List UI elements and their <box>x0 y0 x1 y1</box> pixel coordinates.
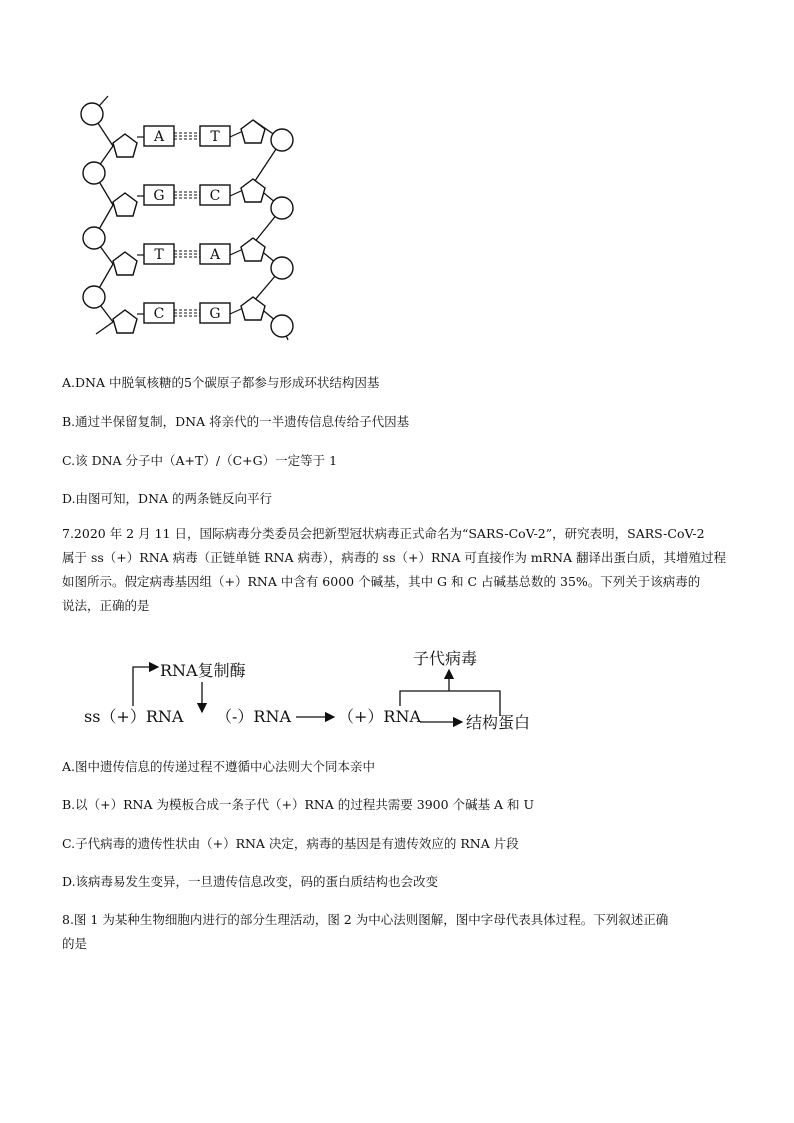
phosphate-circle <box>271 197 293 219</box>
base-label: G <box>153 188 165 204</box>
deoxyribose-pentagon <box>113 310 137 333</box>
q6-option-a: A.DNA 中脱氧核糖的5个碳原子都参与形成环状结构因基 <box>62 375 380 390</box>
deoxyribose-pentagon <box>241 120 265 143</box>
deoxyribose-pentagon <box>113 134 137 157</box>
dna-structure-figure <box>68 92 308 348</box>
base-label: A <box>153 129 165 145</box>
deoxyribose-pentagon <box>241 297 265 320</box>
base-label: C <box>209 188 221 204</box>
q7-option-a: A.图中遗传信息的传递过程不遵循中心法则大个同本亲中 <box>62 759 376 774</box>
virus-replication-diagram <box>80 640 550 745</box>
deoxyribose-pentagon <box>113 252 137 275</box>
arrow-to-replicase <box>133 667 158 706</box>
q7-stem-line: 如图所示。假定病毒基因组（+）RNA 中含有 6000 个碱基，其中 G 和 C 占碱基总数的 35%。下列关于该病毒的 <box>62 574 701 589</box>
base-label: T <box>210 129 220 145</box>
phosphate-circle <box>271 129 293 151</box>
q7-stem-line: 属于 ss（+）RNA 病毒（正链单链 RNA 病毒），病毒的 ss（+）RNA 可直接作为 mRNA 翻译出蛋白质，其增殖过程 <box>62 550 727 565</box>
phosphate-circle <box>271 257 293 279</box>
q7-option-b: B.以（+）RNA 为模板合成一条子代（+）RNA 的过程共需要 3900 个碱基 A 和 U <box>62 797 535 812</box>
phosphate-circle <box>83 227 105 249</box>
structural-protein-label: 结构蛋白 <box>466 713 531 732</box>
q7-option-d: D.该病毒易发生变异，一旦遗传信息改变，码的蛋白质结构也会改变 <box>62 874 439 889</box>
deoxyribose-pentagon <box>113 193 137 216</box>
negative-rna-label: （-）RNA <box>216 707 292 726</box>
q8-stem-line: 8.图 1 为某种生物细胞内进行的部分生理活动，图 2 为中心法则图解，图中字母代表具体过程。下列叙述正确 <box>62 912 669 927</box>
phosphate-circle <box>271 315 293 337</box>
q6-option-c: C.该 DNA 分子中（A+T）/（C+G）一定等于 1 <box>62 453 338 468</box>
q8-stem-line: 的是 <box>62 936 88 951</box>
q7-stem-line: 7.2020 年 2 月 11 日，国际病毒分类委员会把新型冠状病毒正式命名为“SARS-CoV-2”，研究表明，SARS-CoV-2 <box>62 526 705 541</box>
base-label: C <box>153 306 165 322</box>
offspring-virus-label: 子代病毒 <box>413 649 478 668</box>
rna-replicase-label: RNA复制酶 <box>160 661 246 680</box>
deoxyribose-pentagon <box>241 179 265 202</box>
base-label: A <box>209 247 221 263</box>
q6-option-d: D.由图可知，DNA 的两条链反向平行 <box>62 491 273 506</box>
q8-stem <box>62 908 732 956</box>
phosphate-circle <box>83 162 105 184</box>
deoxyribose-pentagon <box>241 238 265 261</box>
phosphate-circle <box>81 103 103 125</box>
base-label: T <box>154 247 164 263</box>
phosphate-circle <box>83 286 105 308</box>
ss-rna-label: ss（+）RNA <box>84 707 184 726</box>
q6-option-b: B.通过半保留复制，DNA 将亲代的一半遗传信息传给子代因基 <box>62 414 410 429</box>
q7-option-c: C.子代病毒的遗传性状由（+）RNA 决定，病毒的基因是有遗传效应的 RNA 片段 <box>62 836 519 851</box>
q7-stem-line: 说法，正确的是 <box>62 598 150 613</box>
base-label: G <box>209 306 221 322</box>
q7-stem <box>62 522 732 618</box>
positive-rna-label: （+）RNA <box>338 707 422 726</box>
